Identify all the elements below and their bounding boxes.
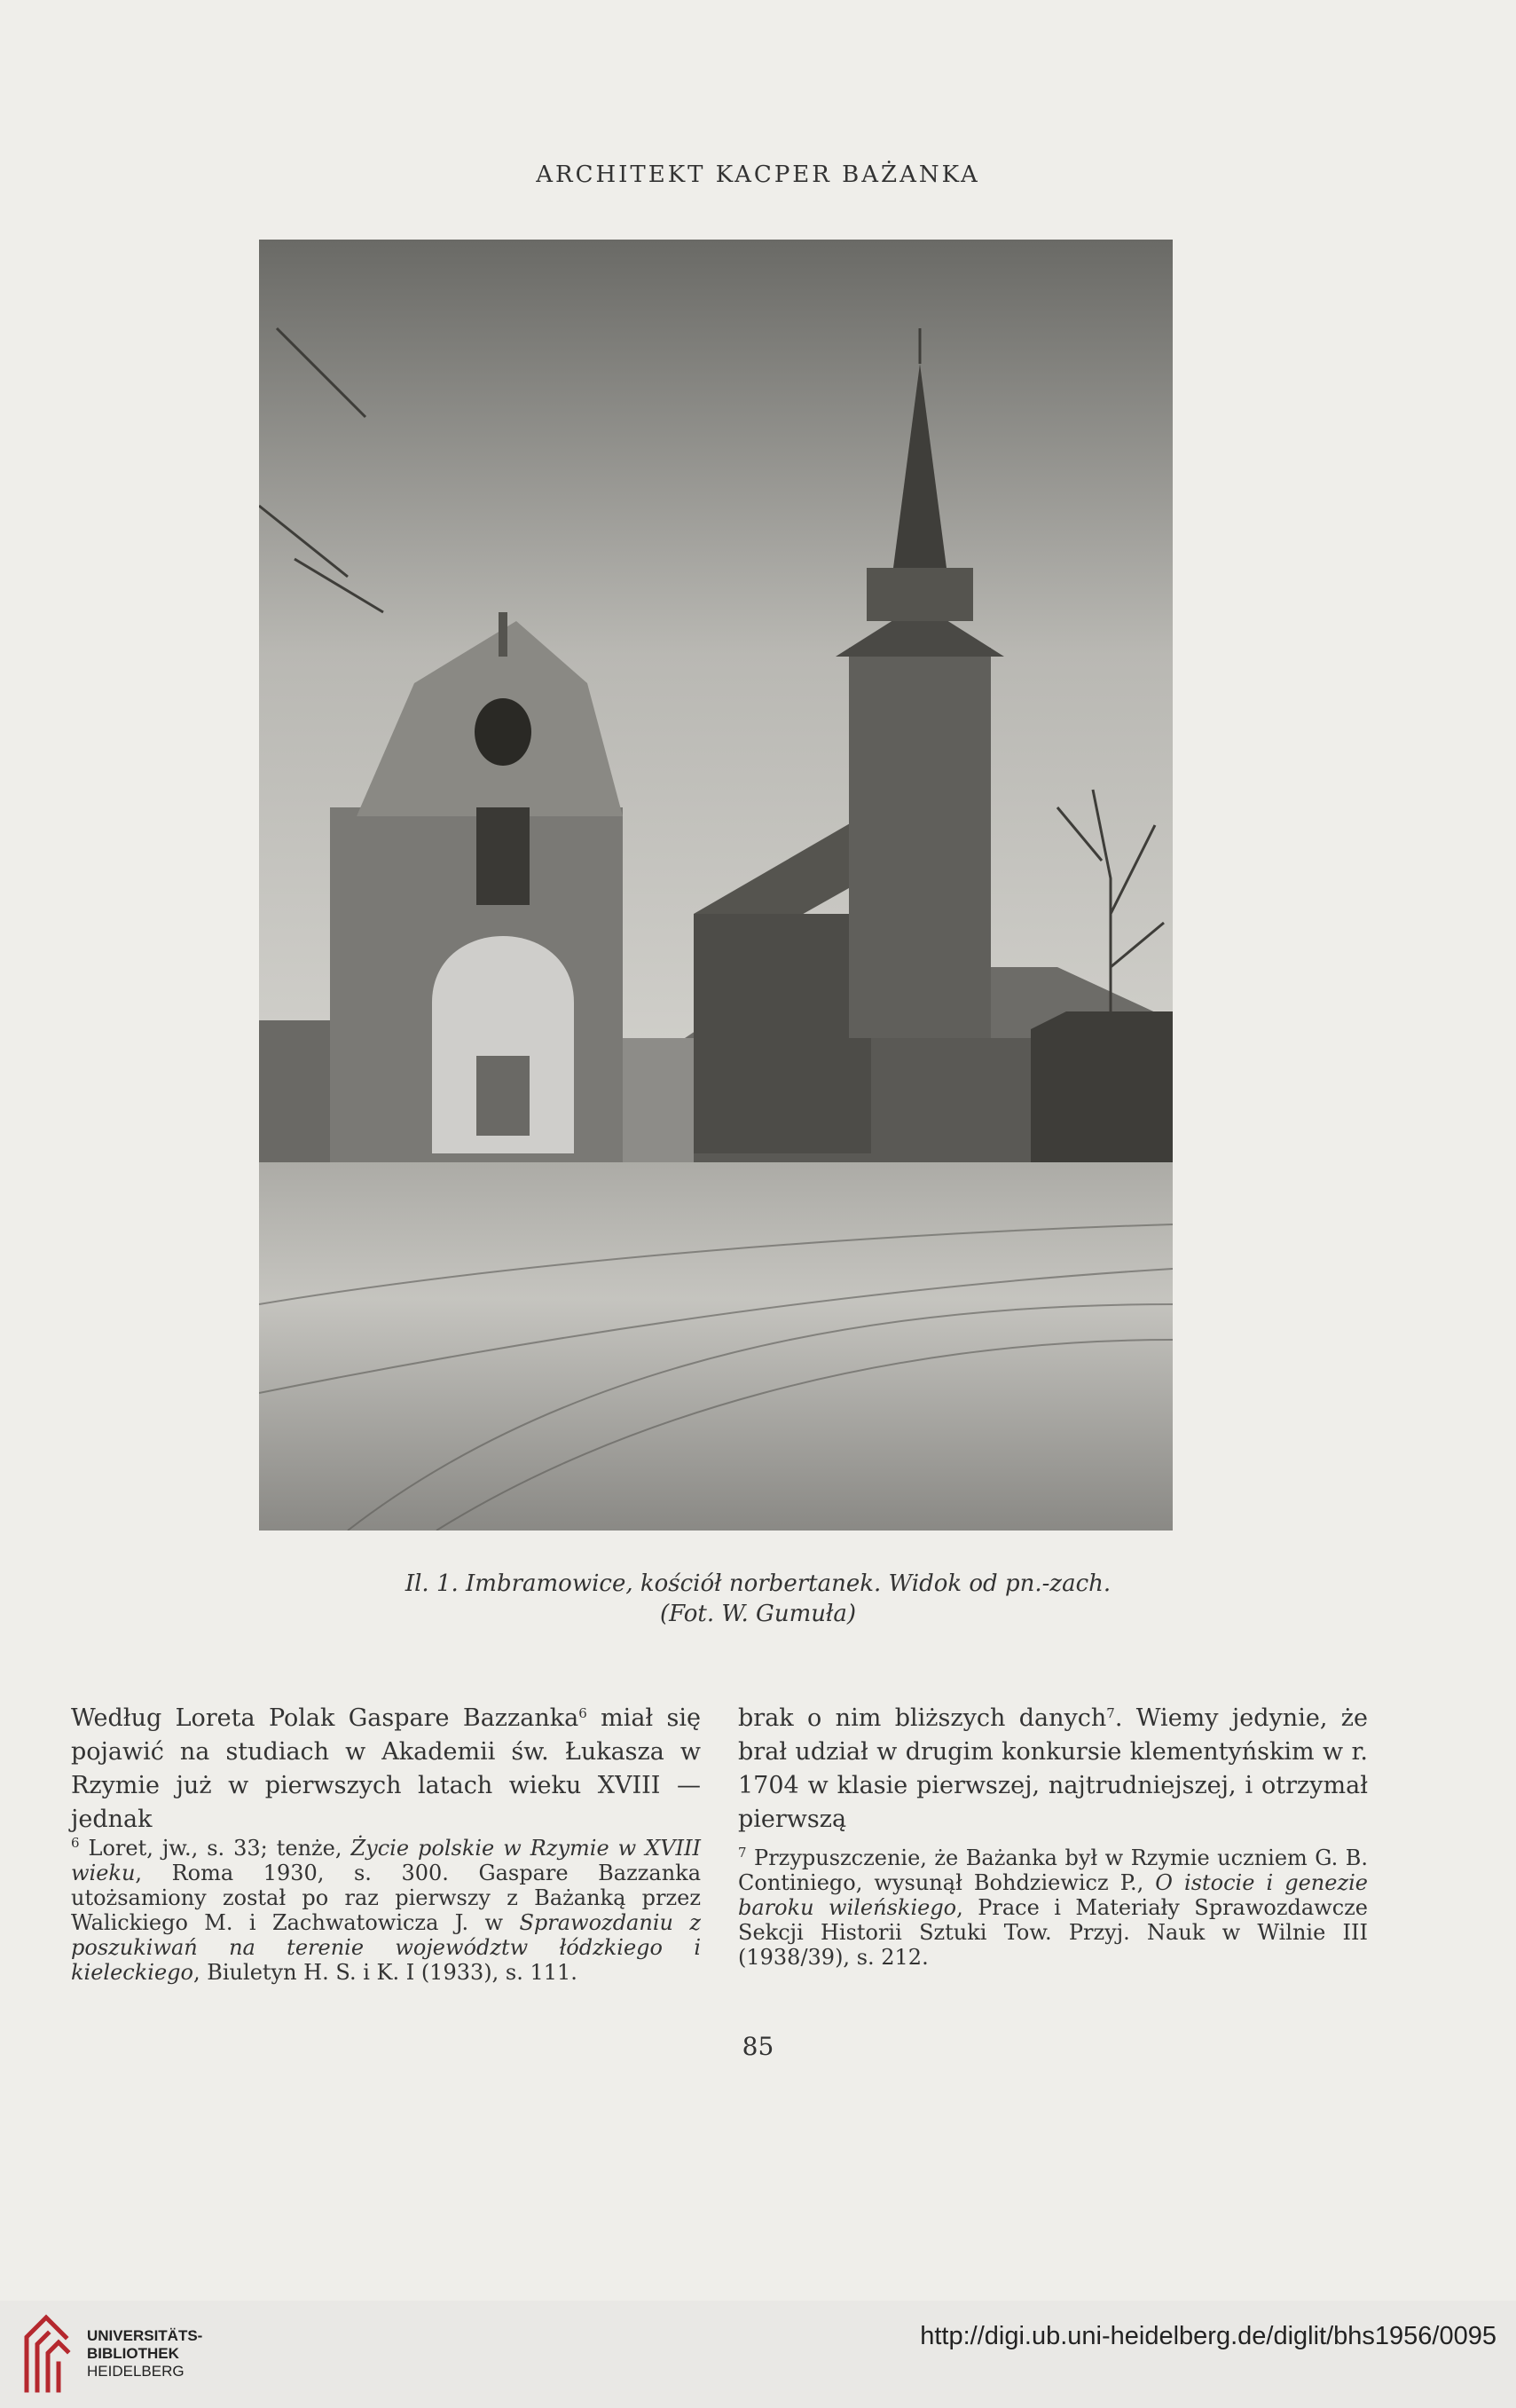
caption-line-1: Il. 1. Imbramowice, kościół norbertanek. Widok od pn.-zach.: [405, 1570, 1111, 1597]
footnote-ref-7: 7: [1106, 1705, 1115, 1721]
footnote-6-text-1: Loret, jw., s. 33; tenże,: [79, 1836, 351, 1861]
body-text-left-part1: Według Loreta Polak Gaspare Bazzanka: [71, 1704, 579, 1732]
footnote-6-text-3: , Biuletyn H. S. i K. I (1933), s. 111.: [192, 1960, 577, 1985]
logo-line-1: UNIVERSITÄTS-: [87, 2327, 203, 2344]
body-text-left-part2: miał się pojawić na studiach w Akademii św. Łukasza w Rzymie już w pierwszych latach wieku XVIII — jednak: [71, 1704, 701, 1833]
permalink-url[interactable]: http://digi.ub.uni-heidelberg.de/diglit/bhs1956/0095: [920, 2322, 1496, 2350]
footnote-6-title-1: Życie polskie w Rzymie w XVIII wieku: [71, 1836, 701, 1885]
logo-line-3: HEIDELBERG: [87, 2363, 185, 2380]
figure-caption: [0, 1569, 1516, 1629]
footnote-ref-6: 6: [578, 1705, 587, 1721]
library-logo-text: [87, 2327, 202, 2380]
footnote-6-title-2: Sprawozdaniu z poszukiwań na terenie województw łódzkiego i kieleckiego: [71, 1910, 701, 1985]
footnote-7-number: 7: [738, 1845, 747, 1861]
church-photograph: [259, 240, 1173, 1531]
footnote-6: [71, 1830, 701, 1985]
library-logo-icon: [20, 2310, 75, 2396]
body-text-right-column: [738, 1696, 1368, 1837]
footnote-7-title-1: O istocie i genezie baroku wileńskiego: [738, 1870, 1368, 1920]
body-text-right-part1: brak o nim bliższych danych: [738, 1704, 1107, 1732]
footnote-6-text-2: , Roma 1930, s. 300. Gaspare Bazzanka utożsamiony został po raz pierwszy z Bażanką przez Walickiego M. i Zachwatowicza J. w: [71, 1861, 701, 1935]
running-title: ARCHITEKT KACPER BAŻANKA: [536, 161, 980, 188]
footnote-7-text-1: Przypuszczenie, że Bażanka był w Rzymie uczniem G. B. Continiego, wysunął Bohdziewicz P.,: [738, 1845, 1368, 1895]
page-number: 85: [742, 2032, 774, 2061]
footnote-7: [738, 1840, 1368, 1970]
library-footer-bar: [0, 2301, 1516, 2408]
logo-line-2: BIBLIOTHEK: [87, 2345, 179, 2362]
body-text-right-part2: . Wiemy jedynie, że brał udział w drugim konkursie klementyńskim w r. 1704 w klasie pierwszej, najtrudniejszej, i otrzymał pierwszą: [738, 1704, 1368, 1833]
footnote-6-number: 6: [71, 1835, 80, 1851]
caption-line-2: (Fot. W. Gumuła): [659, 1601, 857, 1627]
body-text-left-column: [71, 1696, 701, 1837]
footnote-7-text-2: , Prace i Materiały Sprawozdawcze Sekcji Historii Sztuki Tow. Przyj. Nauk w Wilnie III (1938/39), s. 212.: [738, 1895, 1369, 1970]
